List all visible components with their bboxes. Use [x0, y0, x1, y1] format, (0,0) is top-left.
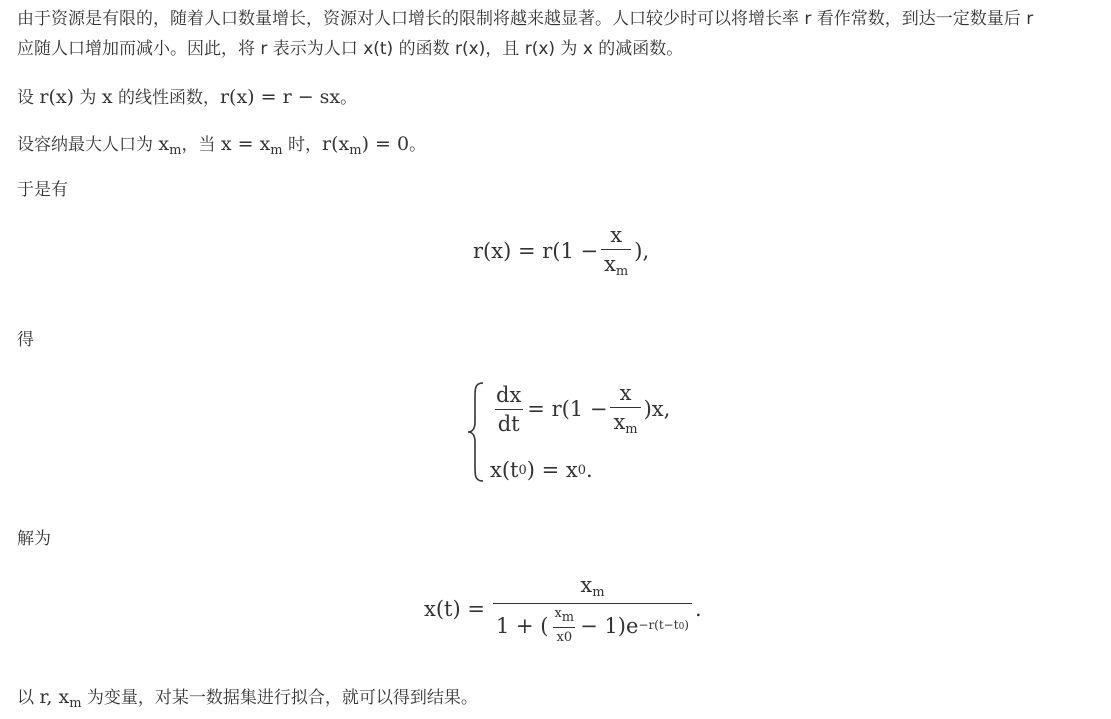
math-symbol: x [604, 252, 616, 277]
text-segment: 为 [74, 88, 102, 108]
fraction-logistic [493, 574, 692, 645]
math-subscript: m [625, 422, 638, 438]
paragraph-fitting [17, 682, 478, 719]
equation-ode-system [466, 382, 670, 482]
math-rx: r(x) [39, 86, 75, 108]
equation-row-ode [490, 382, 670, 437]
math-xm [158, 133, 182, 158]
text-segment: 设容纳最大人口为 [17, 135, 159, 155]
math-subscript: m [561, 609, 575, 625]
math-symbol: r(x [322, 133, 350, 155]
fraction-numerator: x [619, 381, 632, 405]
fraction-denominator: x0 [553, 627, 575, 645]
equation-row-initial-condition [490, 458, 670, 482]
fraction-x-over-xm [610, 382, 640, 437]
math-linear-equation: r(x) = r − sx [219, 86, 341, 108]
text-segment: 设 [17, 88, 40, 108]
paragraph-intro-line2: 应随人口增加而减小。因此，将 r 表示为人口 x(t) 的函数 r(x)，且 r(x) 为 x 的减函数。 [17, 39, 684, 59]
text-segment: 的线性函数， [112, 88, 220, 108]
left-brace-icon [466, 382, 486, 482]
text-segment: ，当 [181, 135, 221, 155]
equation-r-of-x [473, 224, 649, 279]
equation-tail: ), [634, 239, 650, 264]
fraction-denominator [601, 249, 631, 279]
fraction-numerator [551, 607, 577, 628]
fraction-denominator [493, 603, 692, 645]
equation-lhs: r(x) = r(1 − [473, 239, 599, 264]
equation-rows [490, 382, 670, 482]
math-symbol: r, x [39, 686, 70, 708]
fraction-denominator [610, 407, 640, 437]
fraction-numerator: x [610, 223, 623, 247]
math-subscript: 0 [678, 622, 685, 633]
fraction-numerator: dx [496, 382, 522, 407]
math-subscript: m [349, 143, 362, 158]
paragraph-thus: 于是有 [17, 180, 68, 200]
math-symbol: x(t [490, 458, 519, 482]
equation-logistic-solution [424, 574, 702, 645]
math-subscript: m [270, 143, 283, 158]
math-symbol: . [586, 458, 593, 482]
paragraph-obtain: 得 [17, 330, 34, 350]
math-symbol: ) = x [526, 458, 578, 482]
paragraph-intro-line1: 由于资源是有限的，随着人口数量增长，资源对人口增长的限制将越来越显著。人口较少时可以将增长率 r 看作常数，到达一定数量后 r [17, 9, 1034, 29]
text-segment: 为变量，对某一数据集进行拟合，就可以得到结果。 [81, 688, 478, 708]
fraction-x-over-xm [601, 224, 631, 279]
text-segment: 以 [17, 688, 40, 708]
math-r-of-xm [322, 133, 410, 158]
math-symbol: −r(t−t [638, 618, 679, 633]
fraction-numerator [577, 574, 607, 603]
math-superscript [638, 619, 689, 632]
math-symbol: ) [684, 618, 689, 633]
equation-system [466, 382, 670, 482]
math-symbol: x [613, 410, 626, 435]
math-x: x [101, 86, 113, 108]
text-segment: 。 [409, 135, 427, 155]
math-symbol: x [554, 605, 562, 621]
text-segment: 时， [282, 135, 323, 155]
fraction-denominator: dt [495, 409, 523, 435]
math-subscript: m [69, 696, 82, 711]
text-segment: 。 [340, 88, 358, 108]
math-symbol: − 1)e [580, 613, 639, 638]
math-subscript: m [592, 585, 605, 600]
fraction-dx-dt [493, 384, 524, 435]
fraction-xm-over-x0 [551, 607, 577, 645]
math-subscript: 0 [518, 462, 527, 478]
math-symbol: x = x [220, 133, 271, 155]
math-symbol: x [580, 573, 593, 597]
math-symbol: 1 + ( [495, 613, 549, 638]
equation-tail: . [694, 597, 702, 622]
equation-middle: = r(1 − [527, 397, 608, 422]
math-variables [39, 686, 82, 711]
paragraph-max-population [17, 129, 426, 166]
paragraph-solution: 解为 [17, 529, 51, 549]
paragraph-linear-assumption [17, 82, 357, 113]
math-symbol: x [158, 133, 170, 155]
math-subscript: m [169, 143, 182, 158]
equation-tail: )x, [643, 397, 671, 422]
math-subscript: 0 [577, 462, 587, 478]
equation-lhs: x(t) = [424, 597, 485, 622]
math-x-equals-xm [220, 133, 283, 158]
math-subscript: m [615, 264, 629, 280]
math-symbol: ) = 0 [361, 133, 410, 155]
